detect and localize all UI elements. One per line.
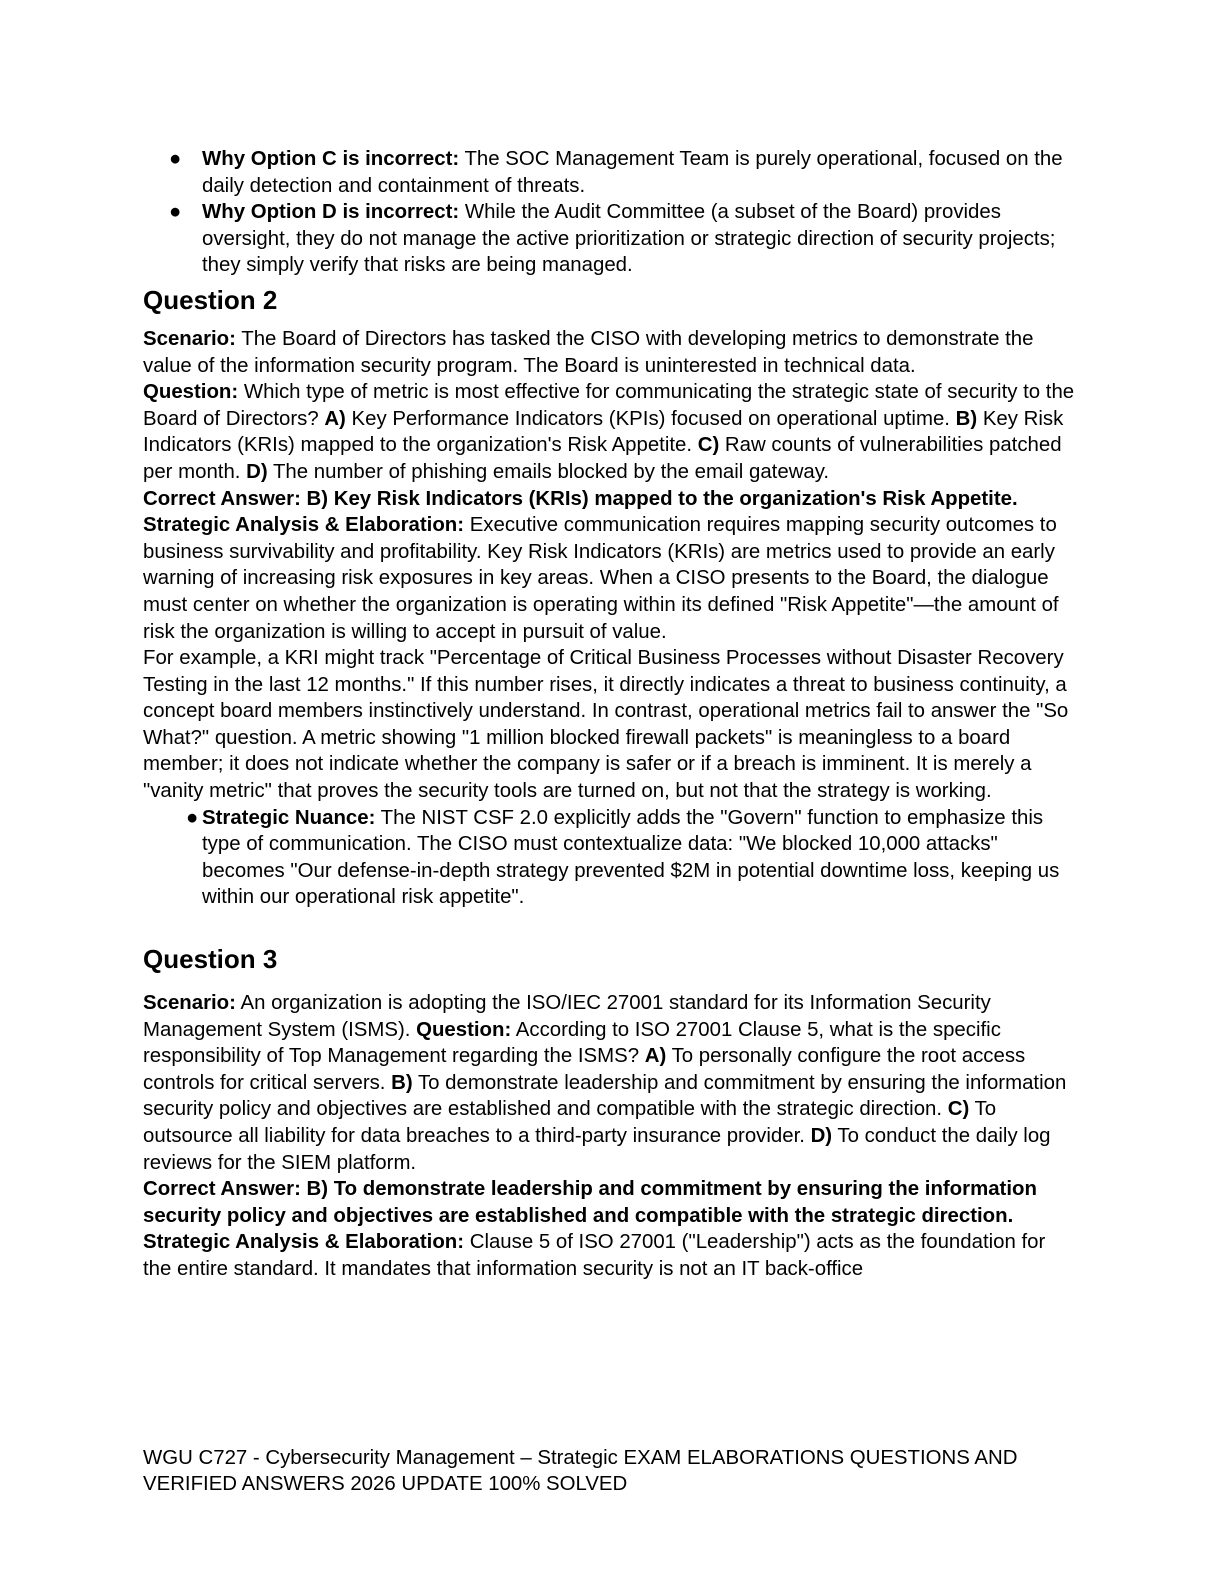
q1-incorrect-options-list bbox=[143, 146, 1078, 279]
question-3-heading: Question 3 bbox=[143, 944, 278, 975]
list-item bbox=[143, 805, 1078, 911]
scenario-text: The Board of Directors has tasked the CISO with developing metrics to demonstrate the value of the information security program. The Board is uninterested in technical data. bbox=[143, 327, 1034, 377]
list-item bbox=[143, 146, 1078, 199]
q3-analysis bbox=[143, 1229, 1078, 1282]
q2-example: For example, a KRI might track "Percentage of Critical Business Processes without Disaster Recovery Testing in the last 12 months." If this number rises, it directly indicates a threat to business continuity, a concept board members instinctively understand. In contrast, operational metrics fail to answer the "So What?" question. A metric showing "1 million blocked firewall packets" is meaningless to a board member; it does not indicate whether the company is safer or if a breach is imminent. It is merely a "vanity metric" that proves the security tools are turned on, but not that the strategy is working. bbox=[143, 647, 1069, 803]
q2-question bbox=[143, 379, 1078, 485]
option-c-label: C) bbox=[697, 434, 720, 457]
page-footer: WGU C727 - Cybersecurity Management – Strategic EXAM ELABORATIONS QUESTIONS AND VERIFIED ANSWERS 2026 UPDATE 100% SOLVED bbox=[143, 1447, 1018, 1495]
option-b-label: B) bbox=[955, 407, 978, 430]
q3-scenario-question bbox=[143, 990, 1078, 1176]
option-b-text: Key Risk Indicators (KRIs) mapped to the organization's Risk Appetite. bbox=[143, 407, 1064, 457]
option-a-text: To personally configure the root access controls for critical servers. bbox=[143, 1045, 1026, 1094]
analysis-text: Executive communication requires mapping security outcomes to business survivability and profitability. Key Risk Indicators (KRIs) are metrics used to provide an early warning of increasing risk exposures in key areas. When a CISO presents to the Board, the dialogue must center on whether the organization is operating within its defined "Risk Appetite"—the amount of risk the organization is willing to accept in pursuit of value. bbox=[143, 514, 1059, 643]
option-d-label: D) bbox=[246, 460, 268, 483]
option-c-text: To outsource all liability for data breaches to a third-party insurance provider. bbox=[143, 1098, 997, 1147]
option-b-text: To demonstrate leadership and commitment by ensuring the information security policy and objectives are established and compatible with the strategic direction. bbox=[143, 1071, 1067, 1121]
scenario-label: Scenario: bbox=[143, 327, 236, 350]
question-text: Which type of metric is most effective for communicating the strategic state of security to the Board of Directors? bbox=[143, 381, 1075, 430]
document-page bbox=[143, 146, 1078, 1283]
analysis-text: Clause 5 of ISO 27001 ("Leadership") acts as the foundation for the entire standard. It mandates that information security is not an IT back-office bbox=[143, 1231, 1046, 1280]
nuance-text: The NIST CSF 2.0 explicitly adds the "Govern" function to emphasize this type of communication. The CISO must contextualize data: "We blocked 10,000 attacks" becomes "Our defense-in-depth strategy prevented $2M in potential downtime loss, keeping us within our operational risk appetite". bbox=[202, 806, 1060, 909]
option-d-text: The number of phishing emails blocked by the email gateway. bbox=[267, 460, 830, 483]
question-label: Question: bbox=[416, 1018, 512, 1041]
analysis-label: Strategic Analysis & Elaboration: bbox=[143, 514, 465, 537]
option-a-text: Key Performance Indicators (KPIs) focused on operational uptime. bbox=[345, 407, 956, 430]
bullet-label: Why Option D is incorrect: bbox=[202, 201, 460, 224]
bullet-dot: ● bbox=[169, 201, 182, 224]
option-c-label: C) bbox=[947, 1098, 970, 1121]
correct-answer-text: Correct Answer: B) To demonstrate leadership and commitment by ensuring the information security policy and objectives are established and compatible with the strategic direction. bbox=[143, 1178, 1037, 1227]
q2-scenario bbox=[143, 326, 1078, 379]
bullet-label: Why Option C is incorrect: bbox=[202, 148, 460, 170]
option-c-text: Raw counts of vulnerabilities patched per month. bbox=[143, 434, 1062, 483]
q3-correct-answer bbox=[143, 1176, 1078, 1229]
bullet-text: While the Audit Committee (a subset of the Board) provides oversight, they do not manage the active prioritization or strategic direction of security projects; they simply verify that risks are being managed. bbox=[202, 201, 1056, 277]
q2-correct-answer bbox=[143, 486, 1078, 513]
option-a-label: A) bbox=[644, 1045, 667, 1068]
scenario-label: Scenario: bbox=[143, 992, 236, 1015]
option-a-label: A) bbox=[324, 407, 346, 430]
option-d-text: To conduct the daily log reviews for the SIEM platform. bbox=[143, 1125, 1051, 1174]
question-text: According to ISO 27001 Clause 5, what is the specific responsibility of Top Management regarding the ISMS? bbox=[143, 1018, 1001, 1068]
q2-nuance-list bbox=[143, 805, 1078, 911]
analysis-label: Strategic Analysis & Elaboration: bbox=[143, 1231, 465, 1254]
correct-answer-text: Correct Answer: B) Key Risk Indicators (KRIs) mapped to the organization's Risk Appetite. bbox=[143, 487, 1018, 510]
bullet-dot: ● bbox=[186, 806, 199, 829]
question-2-heading: Question 2 bbox=[143, 284, 278, 315]
q2-analysis bbox=[143, 512, 1078, 645]
scenario-text: An organization is adopting the ISO/IEC 27001 standard for its Information Security Management System (ISMS). bbox=[143, 992, 991, 1041]
bullet-text: The SOC Management Team is purely operational, focused on the daily detection and containment of threats. bbox=[202, 148, 1063, 197]
bullet-dot: ● bbox=[169, 148, 182, 170]
option-b-label: B) bbox=[391, 1071, 413, 1094]
nuance-label: Strategic Nuance: bbox=[202, 806, 376, 829]
option-d-label: D) bbox=[810, 1125, 833, 1147]
question-label: Question: bbox=[143, 381, 239, 404]
list-item bbox=[143, 199, 1078, 279]
